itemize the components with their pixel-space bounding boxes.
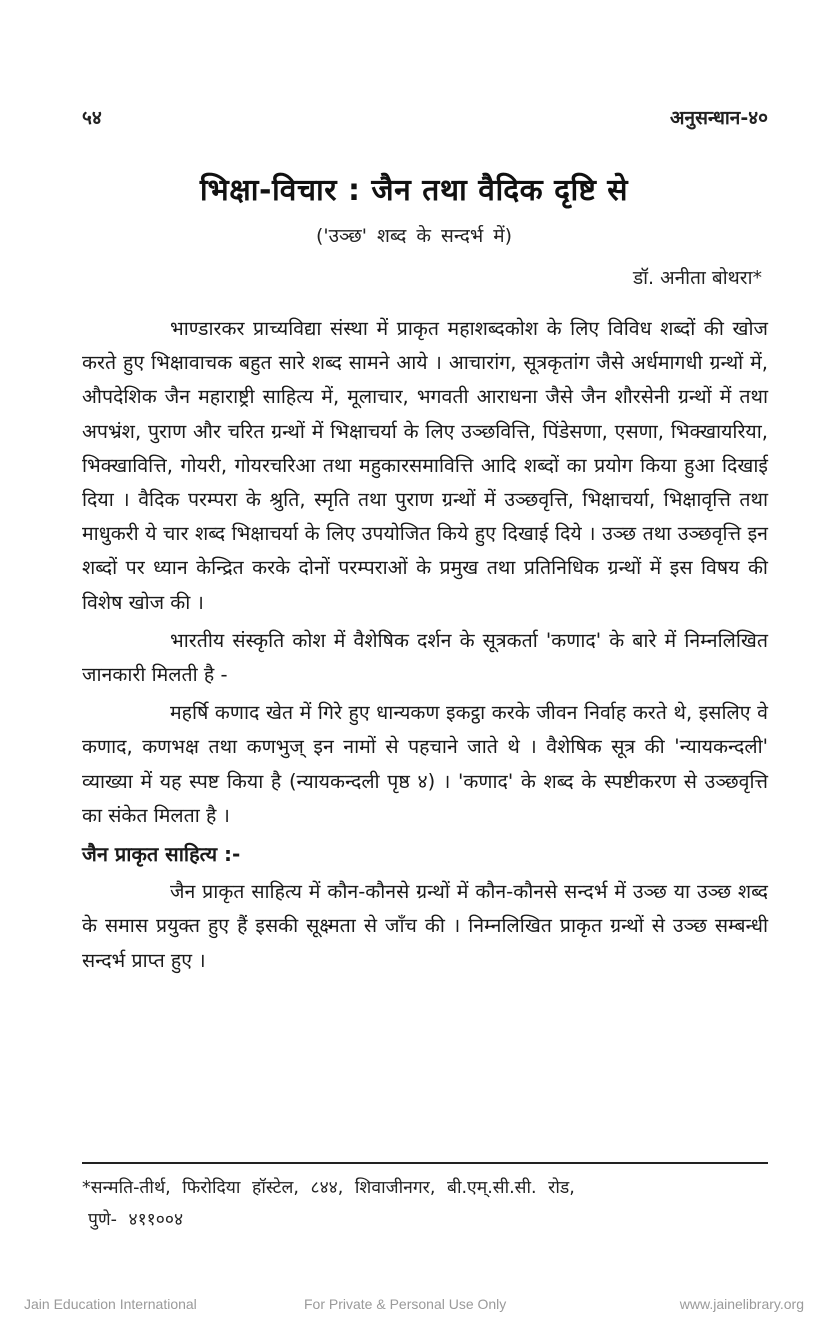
article-body [82, 312, 768, 978]
section-heading: जैन प्राकृत साहित्य :- [82, 842, 241, 867]
article-subtitle: ('उञ्छ' शब्द के सन्दर्भ में) [316, 225, 512, 247]
footnote-divider [82, 1162, 768, 1164]
footnote [82, 1172, 772, 1236]
paragraph-kanad: महर्षि कणाद खेत में गिरे हुए धान्यकण इकट्ठा करके जीवन निर्वाह करते थे, इसलिए वे कणाद, कणभक्ष तथा कणभुज् इन नामों से पहचाने जाते थे । वैशेषिक सूत्र की 'न्यायकन्दली' व्याख्या में यह स्पष्ट किया है (न्यायकन्दली पृष्ठ ४) । 'कणाद' के शब्द के स्पष्टीकरण से उञ्छवृत्ति का संकेत मिलता है । [82, 701, 768, 827]
footer-website-link[interactable]: www.jainelibrary.org [679, 1296, 804, 1312]
article-title: भिक्षा-विचार : जैन तथा वैदिक दृष्टि से [199, 173, 629, 208]
journal-title: अनुसन्धान-४० [670, 107, 768, 129]
paragraph-jain-prakrit: जैन प्राकृत साहित्य में कौन-कौनसे ग्रन्थों में कौन-कौनसे सन्दर्भ में उञ्छ या उञ्छ शब्द के समास प्रयुक्त हुए हैं इसकी सूक्ष्मता से जाँच की । निम्नलिखित प्राकृत ग्रन्थों से उञ्छ सम्बन्धी सन्दर्भ प्राप्त हुए । [82, 880, 768, 972]
article-author: डॉ. अनीता बोथरा* [632, 267, 762, 289]
page-number: ५४ [82, 107, 102, 129]
paragraph-kosh: भारतीय संस्कृति कोश में वैशेषिक दर्शन के सूत्रकर्ता 'कणाद' के बारे में निम्नलिखित जानकारी मिलती है - [82, 628, 768, 687]
running-head [82, 104, 768, 130]
footnote-address-line2: पुणे- ४११००४ [88, 1210, 184, 1230]
footnote-address-line1: *सन्मति-तीर्थ, फिरोदिया हॉस्टेल, ८४४, शिवाजीनगर, बी.एम्.सी.सी. रोड, [82, 1178, 575, 1198]
paragraph-intro: भाण्डारकर प्राच्यविद्या संस्था में प्राकृत महाशब्दकोश के लिए विविध शब्दों की खोज करते हुए भिक्षावाचक बहुत सारे शब्द सामने आये । आचारांग, सूत्रकृतांग जैसे अर्धमागधी ग्रन्थों में, औपदेशिक जैन महाराष्ट्री साहित्य में, मूलाचार, भगवती आराधना जैसे जैन शौरसेनी ग्रन्थों में तथा अपभ्रंश, पुराण और चरित ग्रन्थों में भिक्षाचर्या के लिए उञ्छवित्ति, पिंडेसणा, एसणा, भिक्खायरिया, भिक्खावित्ति, गोयरी, गोयरचरिआ तथा महुकारसमावित्ति आदि शब्दों का प्रयोग किया हुआ दिखाई दिया । वैदिक परम्परा के श्रुति, स्मृति तथा पुराण ग्रन्थों में उञ्छवृत्ति, भिक्षाचर्या, भिक्षावृत्ति तथा माधुकरी ये चार शब्द भिक्षाचर्या के लिए उपयोजित किये हुए दिखाई दिये । उञ्छ तथा उञ्छवृत्ति इन शब्दों पर ध्यान केन्द्रित करके दोनों परम्पराओं के प्रमुख तथा प्रतिनिधिक ग्रन्थों में इस विषय की विशेष खोज की । [82, 317, 768, 614]
footer-publisher: Jain Education International [24, 1296, 197, 1312]
footer-usage-notice: For Private & Personal Use Only [304, 1296, 507, 1312]
page-footer [0, 1296, 828, 1318]
